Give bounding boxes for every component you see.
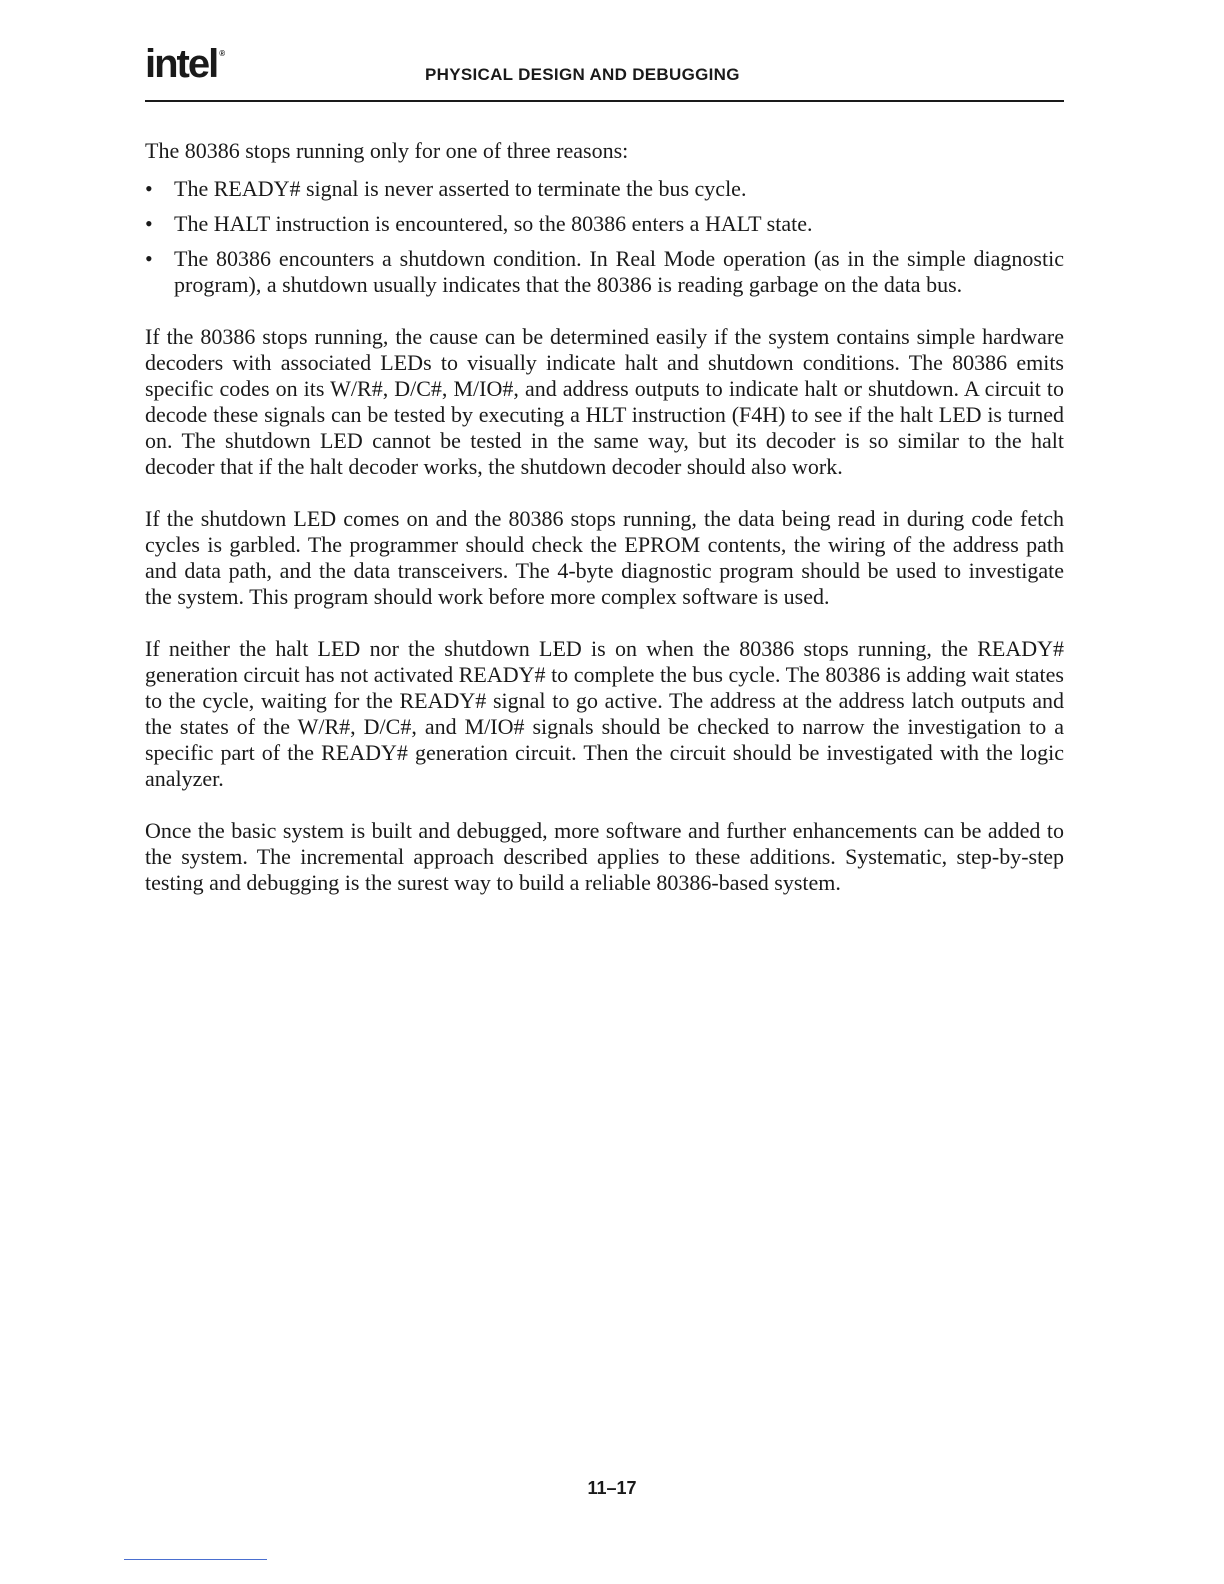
logo-text: intel xyxy=(145,42,218,86)
list-item xyxy=(145,211,1064,237)
intel-logo xyxy=(145,42,224,86)
footer-divider xyxy=(124,1559,267,1560)
page-body xyxy=(145,138,1064,922)
logo-registered-mark: ® xyxy=(219,49,224,58)
bullet-icon: • xyxy=(145,211,153,236)
bullet-icon: • xyxy=(145,246,153,271)
intro-paragraph: The 80386 stops running only for one of three reasons: xyxy=(145,138,629,163)
bullet-icon: • xyxy=(145,176,153,201)
reasons-list xyxy=(145,176,1064,298)
list-item xyxy=(145,176,1064,202)
list-item xyxy=(145,246,1064,298)
paragraph-ready-generation: If neither the halt LED nor the shutdown LED is on when the 80386 stops running, the READY# generation circuit has not activated READY# to complete the bus cycle. The 80386 is adding wait states to the cycle, waiting for the READY# signal to go active. The address at the address latch outputs and the states of the W/R#, D/C#, and M/IO# signals should be checked to narrow the investigation to a specific part of the READY# generation circuit. Then the circuit should be investigated with the logic analyzer. xyxy=(145,636,1064,791)
list-item-text: The READY# signal is never asserted to terminate the bus cycle. xyxy=(174,176,747,201)
paragraph-conclusion: Once the basic system is built and debugged, more software and further enhancements can be added to the system. The incremental approach described applies to these additions. Systematic, step-by-step testing and debugging is the surest way to build a reliable 80386-based system. xyxy=(145,818,1064,895)
page-header xyxy=(145,44,1064,102)
list-item-text: The HALT instruction is encountered, so the 80386 enters a HALT state. xyxy=(174,211,813,236)
list-item-text: The 80386 encounters a shutdown condition. In Real Mode operation (as in the simple diagnostic program), a shutdown usually indicates that the 80386 is reading garbage on the data bus. xyxy=(174,246,1064,297)
paragraph-shutdown-led: If the shutdown LED comes on and the 80386 stops running, the data being read in during code fetch cycles is garbled. The programmer should check the EPROM contents, the wiring of the address path and data path, and the data transceivers. The 4-byte diagnostic program should be used to investigate the system. This program should work before more complex software is used. xyxy=(145,506,1064,609)
paragraph-led-decoders: If the 80386 stops running, the cause can be determined easily if the system contains simple hardware decoders with associated LEDs to visually indicate halt and shutdown conditions. The 80386 emits specific codes on its W/R#, D/C#, M/IO#, and address outputs to indicate halt or shutdown. A circuit to decode these signals can be tested by executing a HLT instruction (F4H) to see if the halt LED is turned on. The shutdown LED cannot be tested in the same way, but its decoder is so similar to the halt decoder that if the halt decoder works, the shutdown decoder should also work. xyxy=(145,324,1064,479)
page-number: 11–17 xyxy=(587,1478,637,1498)
running-title: PHYSICAL DESIGN AND DEBUGGING xyxy=(425,65,740,84)
